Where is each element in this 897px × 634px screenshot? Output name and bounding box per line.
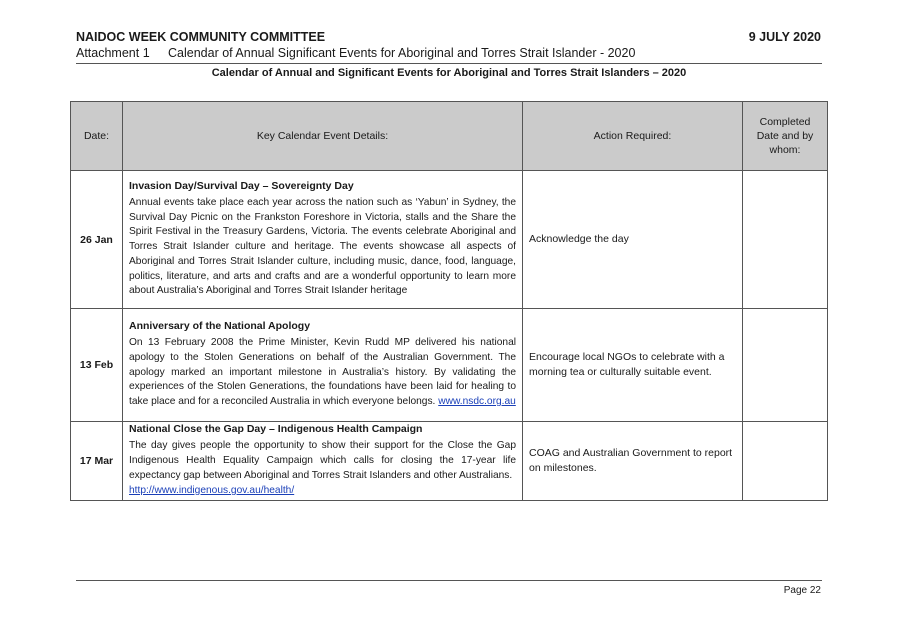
event-title: Invasion Day/Survival Day – Sovereignty Day bbox=[129, 179, 354, 192]
event-date: 17 Mar bbox=[71, 422, 123, 501]
event-description: On 13 February 2008 the Prime Minister, Kevin Rudd MP delivered his national apology to the Stolen Generations on behalf of the Australian Government. The apology marked an important milestone in Australia’s history. By validating the experiences of the Stolen Generations, the foundations have been laid for healing to take place and for a reconciled Australia in which everyone belongs. bbox=[129, 337, 516, 408]
column-header-action: Action Required: bbox=[523, 102, 743, 171]
attachment-subtitle: Calendar of Annual Significant Events for Aboriginal and Torres Strait Islander - 2020 bbox=[168, 46, 636, 60]
action-required: Acknowledge the day bbox=[523, 171, 743, 309]
column-header-date: Date: bbox=[71, 102, 123, 171]
completed-cell bbox=[743, 171, 828, 309]
event-title: Anniversary of the National Apology bbox=[129, 320, 311, 332]
table-row bbox=[71, 422, 828, 501]
header-date: 9 JULY 2020 bbox=[748, 30, 821, 44]
event-link[interactable]: http://www.indigenous.gov.au/health/ bbox=[129, 484, 295, 496]
event-description: Annual events take place each year across the nation such as ‘Yabun’ in Sydney, the Survival Day Picnic on the Frankston Foreshore in Victoria, stalls and the Share the Spirit Festival in the Treasury Gardens, Victoria. The events celebrate Aboriginal and Torres Strait Islander culture and heritage. The events showcase all aspects of Aboriginal and Torres Strait Islander culture, including music, dance, food, language, politics, literature, and arts and crafts and are a wonderful opportunity to learn more about Australia’s Aboriginal and Torres Strait Islander heritage bbox=[129, 196, 516, 297]
event-details bbox=[123, 309, 523, 422]
table-header-row bbox=[71, 102, 828, 171]
table-row bbox=[71, 309, 828, 422]
column-header-completed: Completed Date and by whom: bbox=[743, 102, 828, 171]
attachment-label: Attachment 1 bbox=[76, 46, 150, 60]
event-date: 13 Feb bbox=[71, 309, 123, 422]
page-title: Calendar of Annual and Significant Events for Aboriginal and Torres Strait Islanders – 2020 bbox=[211, 67, 687, 79]
column-header-details: Key Calendar Event Details: bbox=[123, 102, 523, 171]
committee-name: NAIDOC WEEK COMMUNITY COMMITTEE bbox=[76, 30, 326, 44]
header-divider bbox=[76, 63, 822, 64]
event-link[interactable]: www.nsdc.org.au bbox=[438, 396, 516, 408]
action-required: COAG and Australian Government to report on milestones. bbox=[523, 422, 743, 501]
event-description-block bbox=[129, 336, 516, 410]
event-description-block bbox=[129, 439, 516, 498]
document-header bbox=[76, 30, 821, 46]
page-number: Page 22 bbox=[783, 585, 821, 596]
events-table bbox=[70, 101, 828, 501]
event-details bbox=[123, 422, 523, 501]
event-details bbox=[123, 171, 523, 309]
attachment-line bbox=[76, 46, 821, 62]
action-required: Encourage local NGOs to celebrate with a morning tea or culturally suitable event. bbox=[523, 309, 743, 422]
event-date: 26 Jan bbox=[71, 171, 123, 309]
completed-cell bbox=[743, 309, 828, 422]
footer-divider bbox=[76, 580, 822, 581]
table-row bbox=[71, 171, 828, 309]
completed-cell bbox=[743, 422, 828, 501]
event-title: National Close the Gap Day – Indigenous Health Campaign bbox=[129, 423, 423, 436]
event-description: The day gives people the opportunity to show their support for the Close the Gap Indigenous Health Equality Campaign which calls for closing the 17-year life expectancy gap between Aboriginal and Torres Strait Islanders and other Australians. bbox=[129, 440, 516, 481]
